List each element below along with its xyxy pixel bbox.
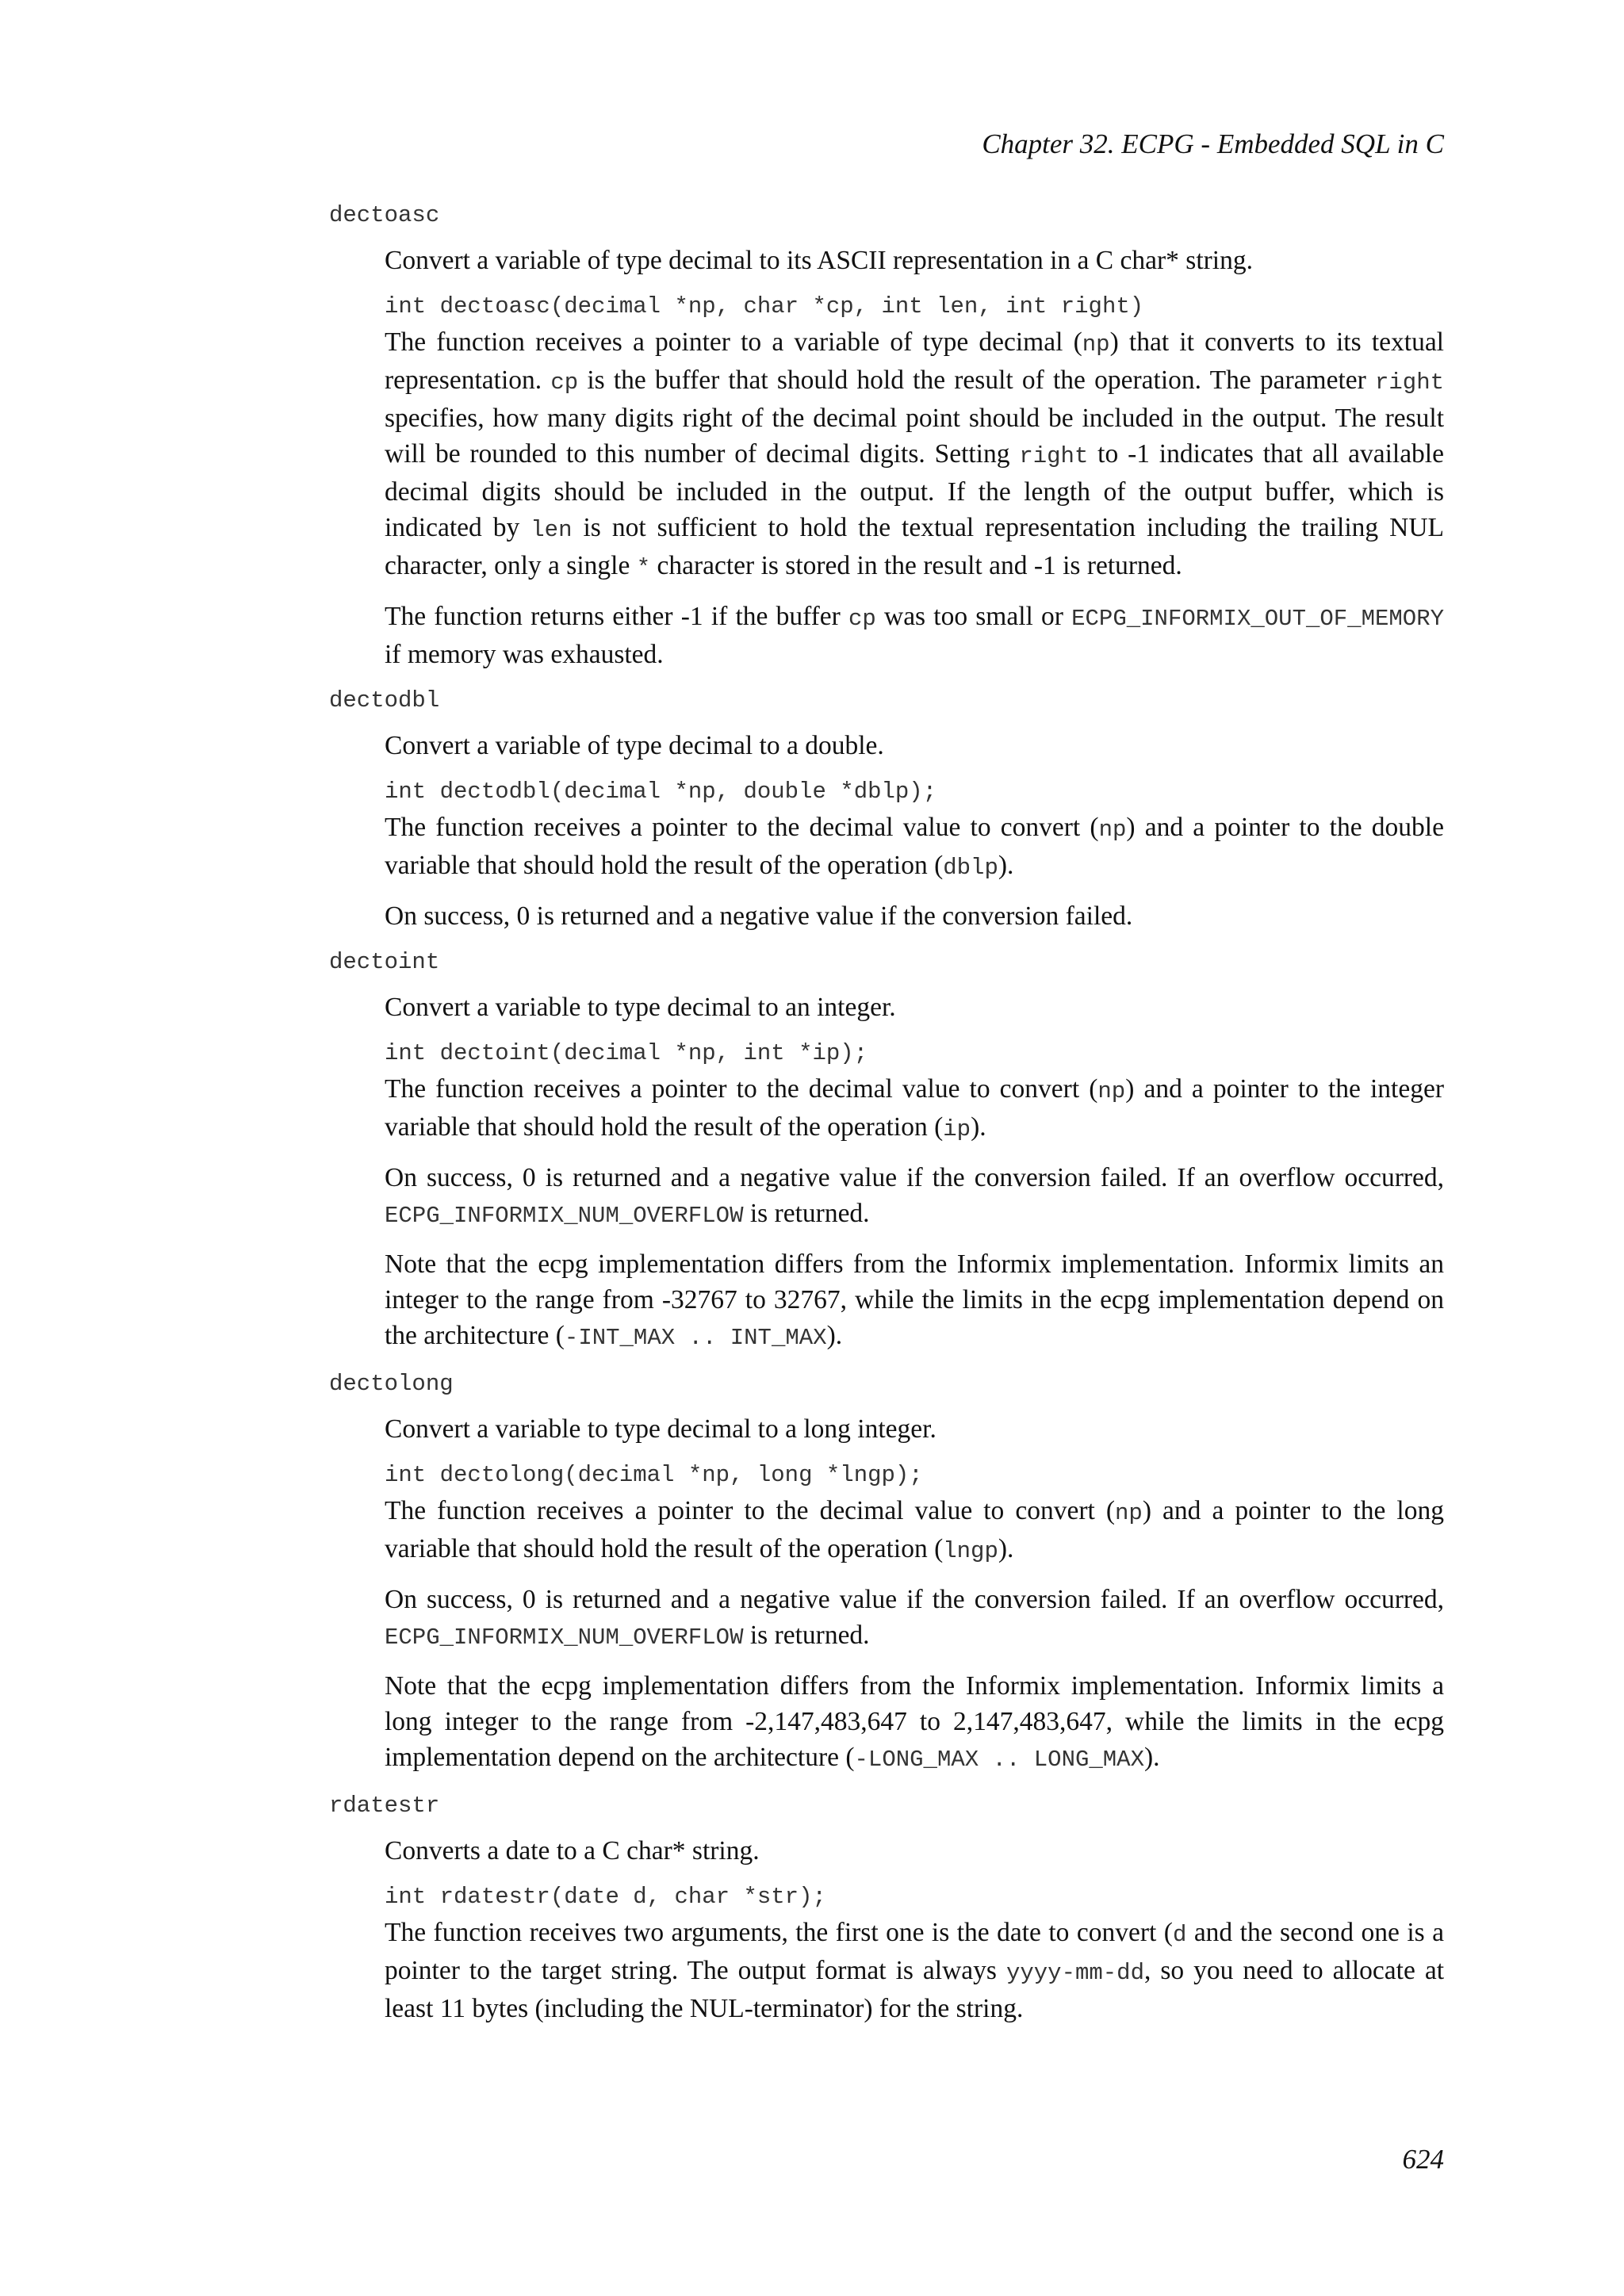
function-reference-list [329,200,1444,2039]
entry-dectodbl [329,685,1444,934]
description-paragraph: The function receives two arguments, the first one is the date to convert (d and the second one is a pointer to the target string. The output format is always yyyy-mm-dd, so you need to allocate at least 11 bytes (including the NUL-terminator) for the string. [385,1918,1445,2023]
entry-dectoasc [329,200,1444,672]
entry-body [385,243,1444,672]
return-value-paragraph: On success, 0 is returned and a negative value if the conversion failed. If an overflow occurred, ECPG_INFORMIX_NUM_OVERFLOW is returned. [385,1163,1444,1229]
function-summary: Convert a variable of type decimal to a double. [385,731,884,760]
function-summary: Convert a variable to type decimal to an integer. [385,993,896,1022]
return-value-paragraph: On success, 0 is returned and a negative value if the conversion failed. [385,901,1133,931]
function-prototype: int dectoint(decimal *np, int *ip); [385,1040,868,1066]
function-prototype: int rdatestr(date d, char *str); [385,1884,826,1910]
entry-body [385,728,1444,934]
return-value-paragraph: On success, 0 is returned and a negative value if the conversion failed. If an overflow occurred, ECPG_INFORMIX_NUM_OVERFLOW is returned. [385,1585,1444,1651]
entry-dectolong [329,1368,1444,1777]
function-name: rdatestr [329,1793,440,1819]
function-prototype: int dectoasc(decimal *np, char *cp, int len, int right) [385,293,1144,320]
entry-rdatestr [329,1790,1444,2026]
function-name: dectolong [329,1371,454,1397]
function-prototype: int dectolong(decimal *np, long *lngp); [385,1462,923,1488]
running-header: Chapter 32. ECPG - Embedded SQL in C [982,128,1444,159]
function-prototype: int dectodbl(decimal *np, double *dblp); [385,779,937,805]
description-paragraph: The function receives a pointer to the decimal value to convert (np) and a pointer to the double variable that should hold the result of the operation (dblp). [385,813,1444,881]
entry-body [385,989,1444,1356]
function-name: dectoint [329,949,440,975]
function-name: dectoasc [329,202,440,228]
note-paragraph: Note that the ecpg implementation differs from the Informix implementation. Informix limits a long integer to the range from -2,147,483,647 to 2,147,483,647, while the limits in the ecpg implementation depend on the architecture (-LONG_MAX .. LONG_MAX). [385,1671,1444,1773]
function-name: dectodbl [329,687,440,714]
page-number: 624 [1402,2144,1444,2175]
function-summary: Convert a variable to type decimal to a long integer. [385,1414,936,1444]
function-summary: Convert a variable of type decimal to its ASCII representation in a C char* string. [385,246,1253,275]
entry-body [385,1411,1444,1777]
entry-dectoint [329,947,1444,1356]
description-paragraph: The function receives a pointer to a variable of type decimal (np) that it converts to its textual representation. cp is the buffer that should hold the result of the operation. The parameter right specifies, how many digits right of the decimal point should be included in the output. The result will be rounded to this number of decimal digits. Setting right to -1 indicates that all available decimal digits should be included in the output. If the length of the output buffer, which is indicated by len is not sufficient to hold the textual representation including the trailing NUL character, only a single * character is stored in the result and -1 is returned. [385,327,1445,581]
return-value-paragraph: The function returns either -1 if the buffer cp was too small or ECPG_INFORMIX_OUT_OF_MEMORY if memory was exhausted. [385,602,1445,669]
function-summary: Converts a date to a C char* string. [385,1836,760,1866]
entry-body [385,1833,1444,2026]
note-paragraph: Note that the ecpg implementation differs from the Informix implementation. Informix limits an integer to the range from -32767 to 32767, while the limits in the ecpg implementation depend on the architecture (-INT_MAX .. INT_MAX). [385,1249,1444,1351]
description-paragraph: The function receives a pointer to the decimal value to convert (np) and a pointer to the integer variable that should hold the result of the operation (ip). [385,1074,1444,1142]
description-paragraph: The function receives a pointer to the decimal value to convert (np) and a pointer to the long variable that should hold the result of the operation (lngp). [385,1496,1444,1564]
